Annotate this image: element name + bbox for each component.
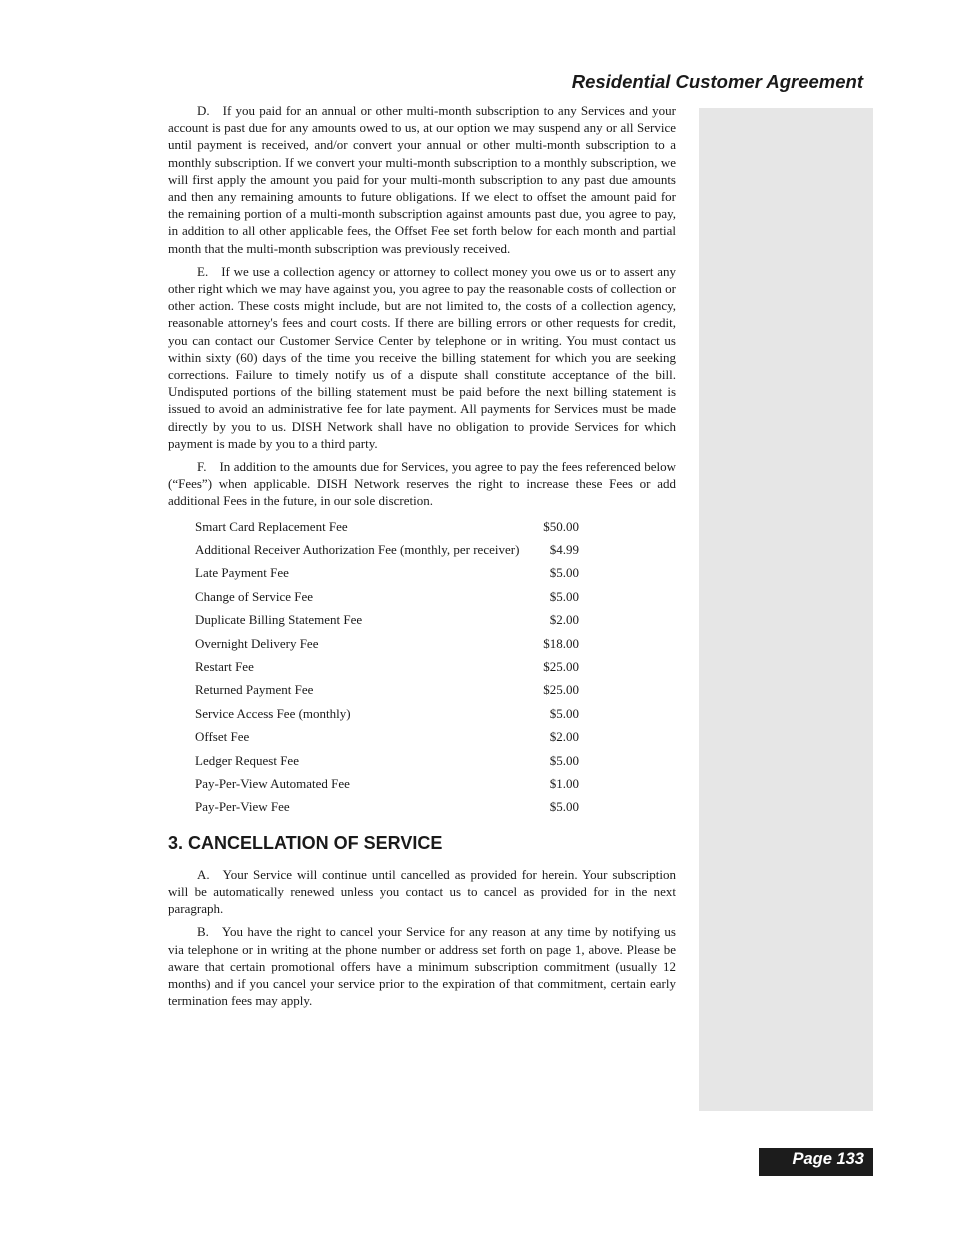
fee-row [195, 658, 579, 681]
paragraph-f: F. In addition to the amounts due for Services, you agree to pay the fees referenced below (“Fees”) when applicable. DISH Network reserves the right to increase these Fees or add additional Fees in the future, in our sole discretion. [168, 459, 676, 509]
fee-name: Late Payment Fee [195, 565, 289, 581]
fee-amount: $5.00 [549, 588, 579, 604]
fee-amount: $5.00 [549, 705, 579, 721]
fee-amount: $25.00 [543, 682, 579, 698]
sidebar-gray-panel [699, 108, 873, 1111]
fee-row [195, 728, 579, 751]
fee-name: Ledger Request Fee [195, 752, 299, 768]
fee-amount: $2.00 [549, 729, 579, 745]
fee-table [195, 518, 579, 822]
fee-name: Service Access Fee (monthly) [195, 705, 351, 721]
fee-amount: $1.00 [549, 775, 579, 791]
fee-name: Additional Receiver Authorization Fee (monthly, per receiver) [195, 542, 520, 558]
fee-name: Returned Payment Fee [195, 682, 314, 698]
fee-amount: $2.00 [549, 612, 579, 628]
paragraph-3b: B. You have the right to cancel your Service for any reason at any time by notifying us via telephone or in writing at the phone number or address set forth on page 1, above. Please be aware that certain promotional offers have a minimum subscription commitment (usually 12 months) and if you cancel your service prior to the expiration of that commitment, certain early termination fees may apply. [168, 924, 676, 1009]
fee-row [195, 518, 579, 541]
document-body [168, 102, 676, 1015]
fee-name: Change of Service Fee [195, 588, 314, 604]
fee-row [195, 705, 579, 728]
paragraph-e: E. If we use a collection agency or attorney to collect money you owe us or to assert any other right which we may have against you, you agree to pay the reasonable costs of collection or other action. These costs might include, but are not limited to, the costs of a collection agency, reasonable attorney's fees and court costs. If there are billing errors or other requests for credit, you can contact our Customer Service Center by telephone or in writing. You must contact us within sixty (60) days of the time you receive the billing statement for which you are seeking corrections. Failure to timely notify us of a dispute shall constitute acceptance of the bill. Undisputed portions of the billing statement must be paid before the next billing statement is issued to avoid an administrative fee for late payment. All payments for Services must be made directly by you to us. DISH Network shall have no obligation to provide Services for which payment is made by you to a third party. [168, 263, 676, 451]
fee-row [195, 564, 579, 587]
fee-amount: $5.00 [549, 799, 579, 815]
fee-amount: $5.00 [549, 565, 579, 581]
fee-row [195, 541, 579, 564]
fee-row [195, 635, 579, 658]
fee-amount: $4.99 [549, 542, 579, 558]
fee-name: Smart Card Replacement Fee [195, 518, 348, 534]
fee-row [195, 775, 579, 798]
fee-name: Duplicate Billing Statement Fee [195, 612, 363, 628]
fee-row [195, 588, 579, 611]
fee-row [195, 798, 579, 821]
fee-amount: $18.00 [543, 635, 579, 651]
fee-name: Pay-Per-View Fee [195, 799, 290, 815]
fee-name: Offset Fee [195, 729, 250, 745]
fee-row [195, 681, 579, 704]
fee-amount: $50.00 [543, 518, 579, 534]
fee-row [195, 611, 579, 634]
paragraph-3a: A. Your Service will continue until cancelled as provided for herein. Your subscription will be automatically renewed unless you contact us to cancel as provided for in the next paragraph. [168, 866, 676, 917]
page-number-badge: Page 133 [759, 1148, 873, 1176]
fee-amount: $5.00 [549, 752, 579, 768]
paragraph-d: D. If you paid for an annual or other multi-month subscription to any Services and your account is past due for any amounts owed to us, at our option we may suspend any or all Service until payment is received, and/or convert your annual or other multi-month subscription to a monthly subscription. If we convert your multi-month subscription to a monthly subscription, we will first apply the amount you paid for your multi-month subscription to any past due amounts and then any remaining amounts to future obligations. If we elect to offset the amount paid for the remaining portion of a multi-month subscription against amounts past due, you agree to pay, in addition to all other applicable fees, the Offset Fee set forth below for each month and partial month that the multi-month subscription was previously received. [168, 103, 676, 256]
section-heading-cancellation: 3. CANCELLATION OF SERVICE [168, 832, 443, 853]
page-header-title: Residential Customer Agreement [571, 71, 863, 92]
fee-name: Overnight Delivery Fee [195, 635, 319, 651]
fee-name: Pay-Per-View Automated Fee [195, 775, 350, 791]
fee-amount: $25.00 [543, 659, 579, 675]
fee-row [195, 752, 579, 775]
fee-name: Restart Fee [195, 659, 254, 675]
